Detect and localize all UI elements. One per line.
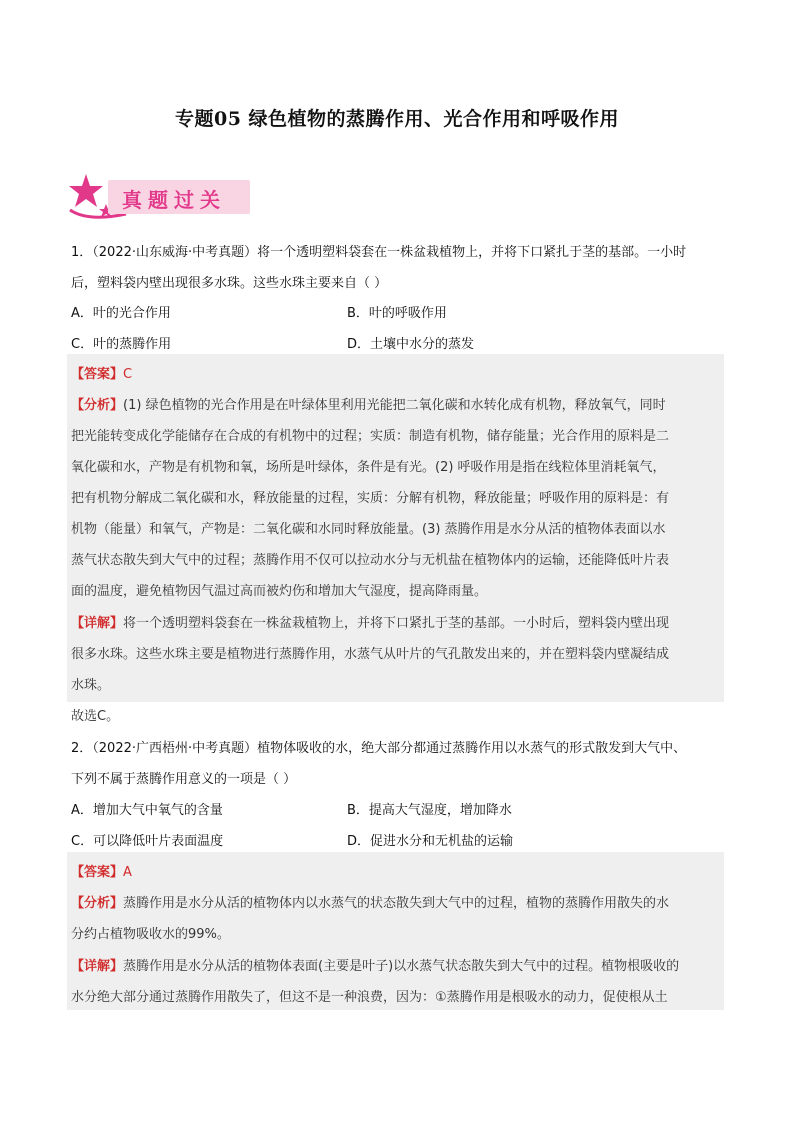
q1-analysis-line2: 把光能转变成化学能储存在合成的有机物中的过程；实质：制造有机物，储存能量；光合作用的原料是二: [71, 429, 670, 444]
q1-stem-line1: 1．（2022·山东威海·中考真题）将一个透明塑料袋套在一株盆栽植物上，并将下口紧扎于茎的基部。一小时: [71, 245, 687, 260]
q1-stem-line2: 后，塑料袋内壁出现很多水珠。这些水珠主要来自（ ）: [71, 276, 388, 291]
answer-value: A: [123, 865, 132, 880]
answer-value: C: [123, 367, 133, 382]
q1-option-b: B．叶的呼吸作用: [347, 306, 447, 321]
q2-option-b: B．提高大气湿度，增加降水: [347, 803, 512, 818]
detail-label: 【详解】: [71, 959, 124, 974]
q1-detail-line2: 很多水珠。这些水珠主要是植物进行蒸腾作用，水蒸气从叶片的气孔散发出来的，并在塑料袋内壁凝结成: [71, 647, 670, 662]
analysis-label: 【分析】: [71, 398, 124, 413]
page-title: 专题05 绿色植物的蒸腾作用、光合作用和呼吸作用: [174, 108, 620, 130]
q1-detail-line1: [71, 612, 727, 631]
analysis-text: 蒸腾作用是水分从活的植物体内以水蒸气的状态散失到大气中的过程，植物的蒸腾作用散失的水: [123, 896, 670, 911]
q1-analysis-line5: 机物（能量）和氧气，产物是：二氧化碳和水同时释放能量。(3) 蒸腾作用是水分从活的植物体表面以水: [71, 522, 666, 537]
section-banner: [64, 170, 254, 222]
q1-answer: [71, 363, 727, 382]
q1-analysis-line6: 蒸气状态散失到大气中的过程；蒸腾作用不仅可以拉动水分与无机盐在植物体内的运输，还能降低叶片表: [71, 553, 670, 568]
detail-text: 蒸腾作用是水分从活的植物体表面(主要是叶子)以水蒸气状态散失到大气中的过程。植物根吸收的: [123, 959, 680, 974]
q1-detail-line3: 水珠。: [71, 678, 111, 693]
analysis-label: 【分析】: [71, 896, 124, 911]
answer-label: 【答案】: [71, 367, 124, 382]
q2-stem-line2: 下列不属于蒸腾作用意义的一项是（ ）: [71, 772, 297, 787]
banner-text: 真题过关: [122, 188, 226, 212]
detail-label: 【详解】: [71, 616, 124, 631]
q1-analysis-line4: 把有机物分解成二氧化碳和水，释放能量的过程，实质：分解有机物，释放能量；呼吸作用的原料是：有: [71, 491, 670, 506]
q1-conclusion: 故选C。: [71, 709, 120, 724]
q2-option-c: C．可以降低叶片表面温度: [71, 834, 224, 849]
analysis-text: (1) 绿色植物的光合作用是在叶绿体里利用光能把二氧化碳和水转化成有机物，释放氧气，同时: [123, 398, 666, 413]
q1-analysis-line1: [71, 394, 727, 413]
q2-analysis-line1: [71, 892, 727, 911]
detail-text: 将一个透明塑料袋套在一株盆栽植物上，并将下口紧扎于茎的基部。一小时后，塑料袋内壁出现: [123, 616, 670, 631]
q1-option-c: C．叶的蒸腾作用: [71, 337, 172, 352]
q1-analysis-line7: 面的温度，避免植物因气温过高而被灼伤和增加大气湿度，提高降雨量。: [71, 584, 488, 599]
q1-analysis-line3: 氧化碳和水，产物是有机物和氧，场所是叶绿体，条件是有光。(2) 呼吸作用是指在线粒体里消耗氧气，: [71, 460, 666, 475]
answer-label: 【答案】: [71, 865, 124, 880]
q1-option-a: A．叶的光合作用: [71, 306, 171, 321]
q2-stem-line1: 2．（2022·广西梧州·中考真题）植物体吸收的水，绝大部分都通过蒸腾作用以水蒸气的形式散发到大气中、: [71, 741, 687, 756]
q2-analysis-line2: 分约占植物吸收水的99%。: [71, 927, 230, 942]
q2-option-a: A．增加大气中氧气的含量: [71, 803, 223, 818]
q2-detail-line1: [71, 955, 727, 974]
q2-answer: [71, 861, 727, 880]
q2-option-d: D．促进水分和无机盐的运输: [347, 834, 514, 849]
q1-option-d: D．土壤中水分的蒸发: [347, 337, 475, 352]
q2-detail-line2: 水分绝大部分通过蒸腾作用散失了，但这不是一种浪费，因为：①蒸腾作用是根吸水的动力，促使根从土: [71, 990, 668, 1005]
